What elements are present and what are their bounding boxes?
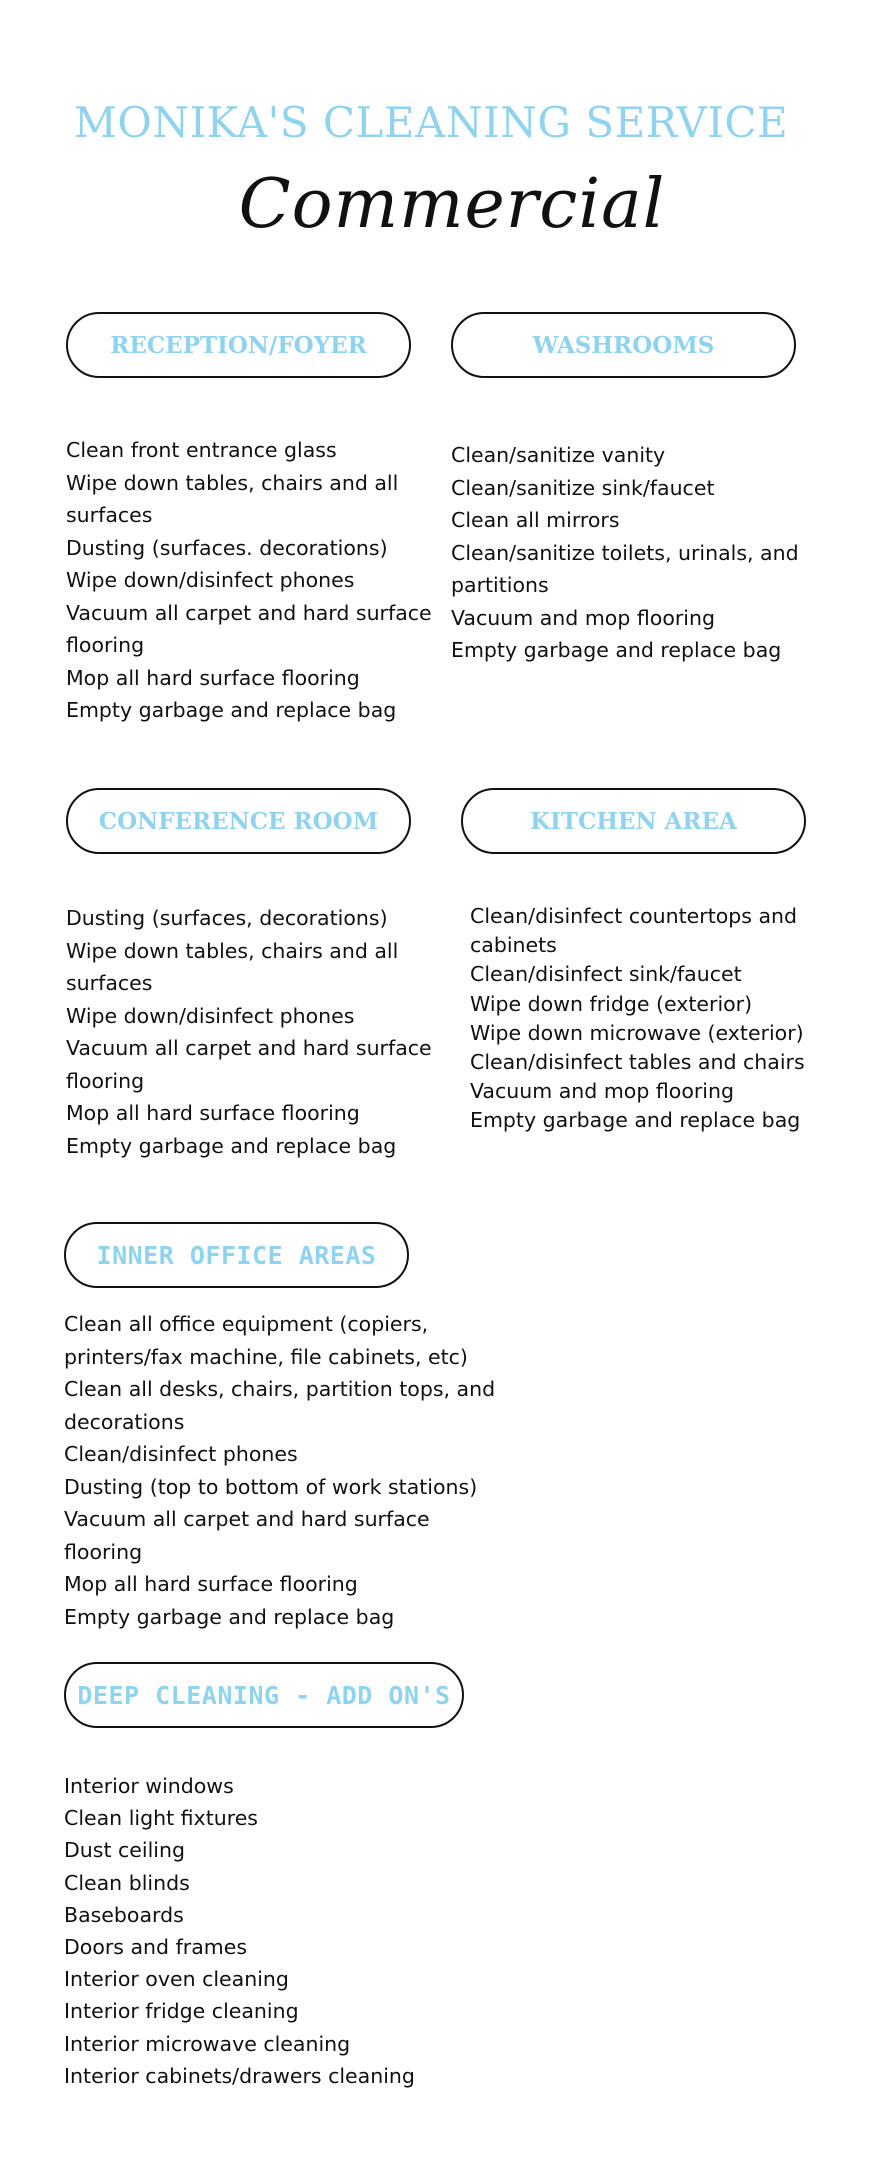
task-list-item: flooring bbox=[66, 1068, 145, 1093]
task-list-item: Wipe down microwave (exterior) bbox=[470, 1020, 804, 1045]
task-list-item: Interior windows bbox=[64, 1774, 234, 1798]
task-list-item: Interior fridge cleaning bbox=[64, 1999, 299, 2024]
task-list-item: Mop all hard surface flooring bbox=[66, 665, 360, 690]
task-list-item: flooring bbox=[64, 1539, 143, 1564]
task-list-item: Dusting (surfaces. decorations) bbox=[66, 535, 388, 560]
task-list-item: Interior oven cleaning bbox=[64, 1967, 289, 1992]
inner-office-task-list bbox=[64, 1308, 495, 1633]
task-list-item: Vacuum all carpet and hard surface bbox=[66, 1036, 432, 1060]
task-list-item: Wipe down fridge (exterior) bbox=[470, 991, 753, 1016]
task-list-item: Empty garbage and replace bag bbox=[470, 1108, 801, 1133]
task-list-item: Wipe down/disinfect phones bbox=[66, 1003, 355, 1028]
task-list-item: Mop all hard surface flooring bbox=[66, 1101, 360, 1125]
task-list-item: Vacuum and mop flooring bbox=[470, 1079, 734, 1104]
page-title: MONIKA'S CLEANING SERVICE bbox=[73, 98, 789, 147]
task-list-item: Empty garbage and replace bag bbox=[66, 698, 397, 722]
task-list-item: Clean/disinfect phones bbox=[64, 1442, 298, 1466]
task-list-item: Wipe down/disinfect phones bbox=[66, 568, 355, 592]
task-list-item: Empty garbage and replace bag bbox=[64, 1604, 395, 1629]
task-list-item: partitions bbox=[451, 573, 549, 597]
task-list-item: Clean front entrance glass bbox=[66, 438, 337, 462]
task-list-item: Interior microwave cleaning bbox=[64, 2031, 351, 2056]
task-list-item: Interior cabinets/drawers cleaning bbox=[64, 2063, 415, 2088]
task-list-item: Vacuum all carpet and hard surface bbox=[64, 1507, 430, 1531]
task-list-item: Baseboards bbox=[64, 1902, 184, 1927]
washrooms-task-list bbox=[451, 439, 799, 667]
task-list-item: Clean all office equipment (copiers, bbox=[64, 1312, 429, 1336]
task-list-item: Empty garbage and replace bag bbox=[451, 638, 782, 662]
section-header-inner-office: INNER OFFICE AREAS bbox=[64, 1222, 409, 1288]
section-header-reception: RECEPTION/FOYER bbox=[66, 312, 411, 378]
deep-cleaning-task-list bbox=[64, 1770, 415, 2092]
task-list-item: Clean light fixtures bbox=[64, 1806, 258, 1831]
task-list-item: Doors and frames bbox=[64, 1935, 248, 1960]
task-list-item: flooring bbox=[66, 633, 145, 657]
section-header-washrooms: WASHROOMS bbox=[451, 312, 796, 378]
task-list-item: Clean/sanitize sink/faucet bbox=[451, 475, 715, 500]
task-list-item: decorations bbox=[64, 1409, 185, 1434]
conference-task-list bbox=[66, 902, 432, 1162]
task-list-item: Clean all mirrors bbox=[451, 508, 620, 532]
task-list-item: printers/fax machine, file cabinets, etc) bbox=[64, 1344, 468, 1369]
task-list-item: Wipe down tables, chairs and all bbox=[66, 470, 399, 495]
task-list-item: Vacuum and mop flooring bbox=[451, 605, 715, 630]
section-header-kitchen: KITCHEN AREA bbox=[461, 788, 806, 854]
section-header-deep-cleaning: DEEP CLEANING - ADD ON'S bbox=[64, 1662, 464, 1728]
task-list-item: Clean/sanitize toilets, urinals, and bbox=[451, 540, 799, 565]
task-list-item: surfaces bbox=[66, 503, 153, 527]
page-subtitle: Commercial bbox=[238, 165, 666, 244]
task-list-item: Vacuum all carpet and hard surface bbox=[66, 600, 432, 625]
task-list-item: Clean/disinfect countertops and bbox=[470, 904, 798, 928]
task-list-item: Wipe down tables, chairs and all bbox=[66, 938, 399, 963]
task-list-item: surfaces bbox=[66, 971, 153, 995]
task-list-item: Clean/sanitize vanity bbox=[451, 443, 666, 467]
section-header-conference-room: CONFERENCE ROOM bbox=[66, 788, 411, 854]
task-list-item: Dusting (top to bottom of work stations) bbox=[64, 1474, 478, 1499]
task-list-item: Clean all desks, chairs, partition tops, and bbox=[64, 1377, 496, 1401]
task-list-item: Dusting (surfaces, decorations) bbox=[66, 906, 388, 930]
task-list-item: Clean/disinfect tables and chairs bbox=[470, 1050, 805, 1075]
task-list-item: Clean blinds bbox=[64, 1870, 190, 1895]
task-list-item: Mop all hard surface flooring bbox=[64, 1572, 358, 1596]
task-list-item: Clean/disinfect sink/faucet bbox=[470, 962, 742, 987]
task-list-item: Empty garbage and replace bag bbox=[66, 1133, 397, 1158]
task-list-item: cabinets bbox=[470, 933, 557, 958]
task-list-item: Dust ceiling bbox=[64, 1838, 185, 1863]
reception-task-list bbox=[66, 434, 432, 727]
kitchen-task-list bbox=[470, 902, 805, 1136]
